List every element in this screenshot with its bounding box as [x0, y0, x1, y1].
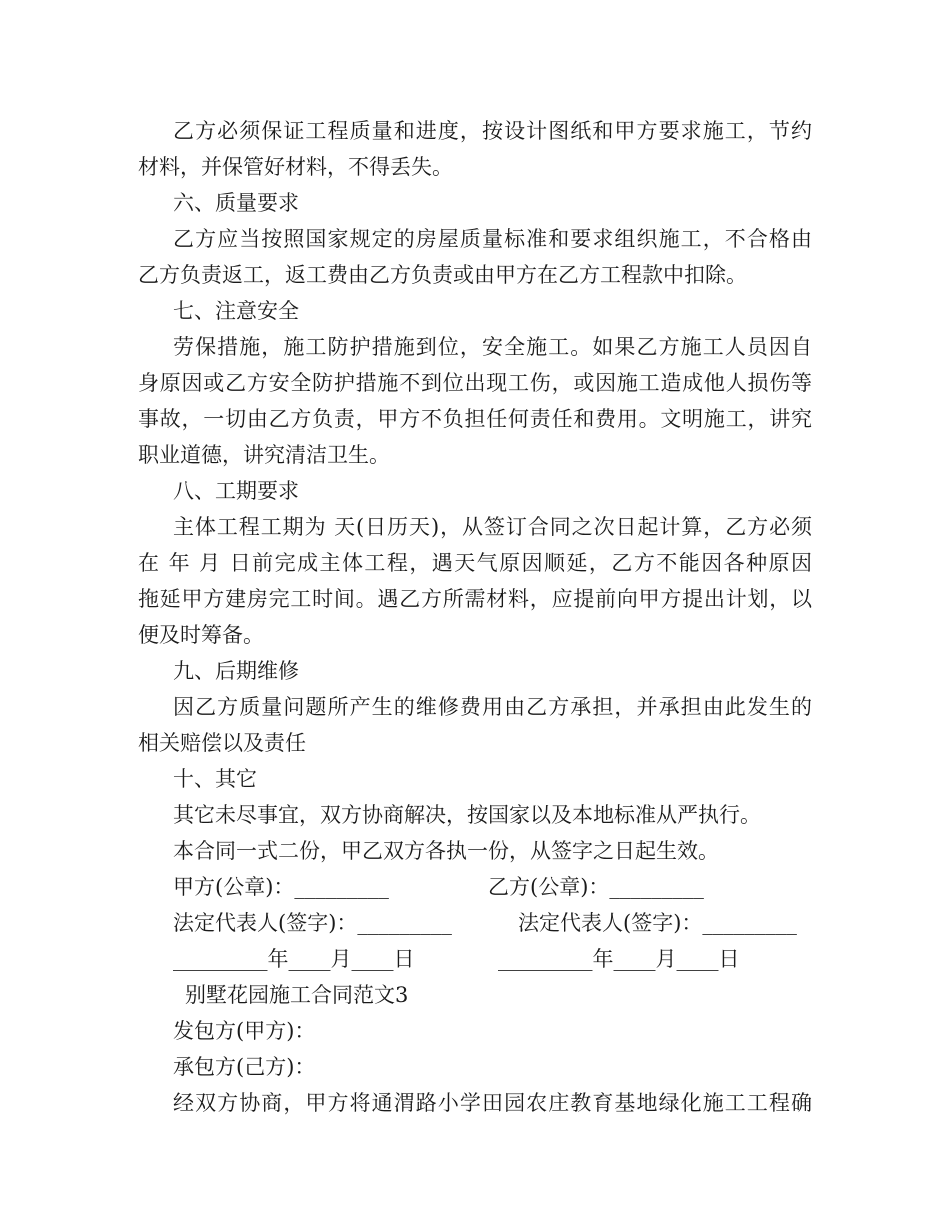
document-title: 别墅花园施工合同范文3: [185, 983, 409, 1007]
signature-party-b-seal: 乙方(公章)：_________: [488, 875, 704, 899]
paragraph-line: 因乙方质量问题所产生的维修费用由乙方承担，并承担由此发生的: [173, 695, 812, 719]
paragraph-line: 本合同一式二份，甲乙双方各执一份，从签字之日起生效。: [173, 839, 719, 863]
paragraph-line: 乙方应当按照国家规定的房屋质量标准和要求组织施工，不合格由: [173, 227, 812, 251]
paragraph-line: 其它未尽事宜，双方协商解决，按国家以及本地标准从严执行。: [173, 803, 761, 827]
paragraph-line: 相关赔偿以及责任: [138, 731, 306, 755]
signature-party-b-rep: 法定代表人(签字)：_________: [518, 911, 797, 935]
party-b-label: 承包方(己方)：: [173, 1055, 316, 1079]
paragraph-line: 劳保措施，施工防护措施到位，安全施工。如果乙方施工人员因自: [173, 335, 812, 359]
paragraph-line: 身原因或乙方安全防护措施不到位出现工伤，或因施工造成他人损伤等: [138, 371, 812, 395]
section-heading: 八、工期要求: [173, 479, 299, 503]
paragraph-line: 事故，一切由乙方负责，甲方不负担任何责任和费用。文明施工，讲究: [138, 407, 812, 431]
paragraph-line: 便及时筹备。: [138, 623, 264, 647]
paragraph-line: 乙方必须保证工程质量和进度，按设计图纸和甲方要求施工，节约: [173, 119, 812, 143]
section-heading: 九、后期维修: [173, 659, 299, 683]
paragraph-line: 乙方负责返工，返工费由乙方负责或由甲方在乙方工程款中扣除。: [138, 263, 747, 287]
paragraph-line: 材料，并保管好材料，不得丢失。: [138, 155, 453, 179]
section-heading: 十、其它: [173, 767, 257, 791]
party-a-label: 发包方(甲方)：: [173, 1019, 316, 1043]
paragraph-line: 经双方协商，甲方将通渭路小学田园农庄教育基地绿化施工工程确: [173, 1091, 812, 1115]
signature-party-a-seal: 甲方(公章)：_________: [173, 875, 389, 899]
paragraph-line: 拖延甲方建房完工时间。遇乙方所需材料，应提前向甲方提出计划，以: [138, 587, 812, 611]
signature-date-b: _________年____月____日: [498, 947, 740, 971]
paragraph-line: 职业道德，讲究清洁卫生。: [138, 443, 390, 467]
section-heading: 六、质量要求: [173, 191, 299, 215]
section-heading: 七、注意安全: [173, 299, 299, 323]
paragraph-line: 主体工程工期为 天(日历天)，从签订合同之次日起计算，乙方必须: [173, 515, 812, 539]
signature-party-a-rep: 法定代表人(签字)：_________: [173, 911, 452, 935]
signature-date-a: _________年____月____日: [173, 947, 415, 971]
paragraph-line: 在 年 月 日前完成主体工程，遇天气原因顺延，乙方不能因各种原因: [138, 551, 812, 575]
